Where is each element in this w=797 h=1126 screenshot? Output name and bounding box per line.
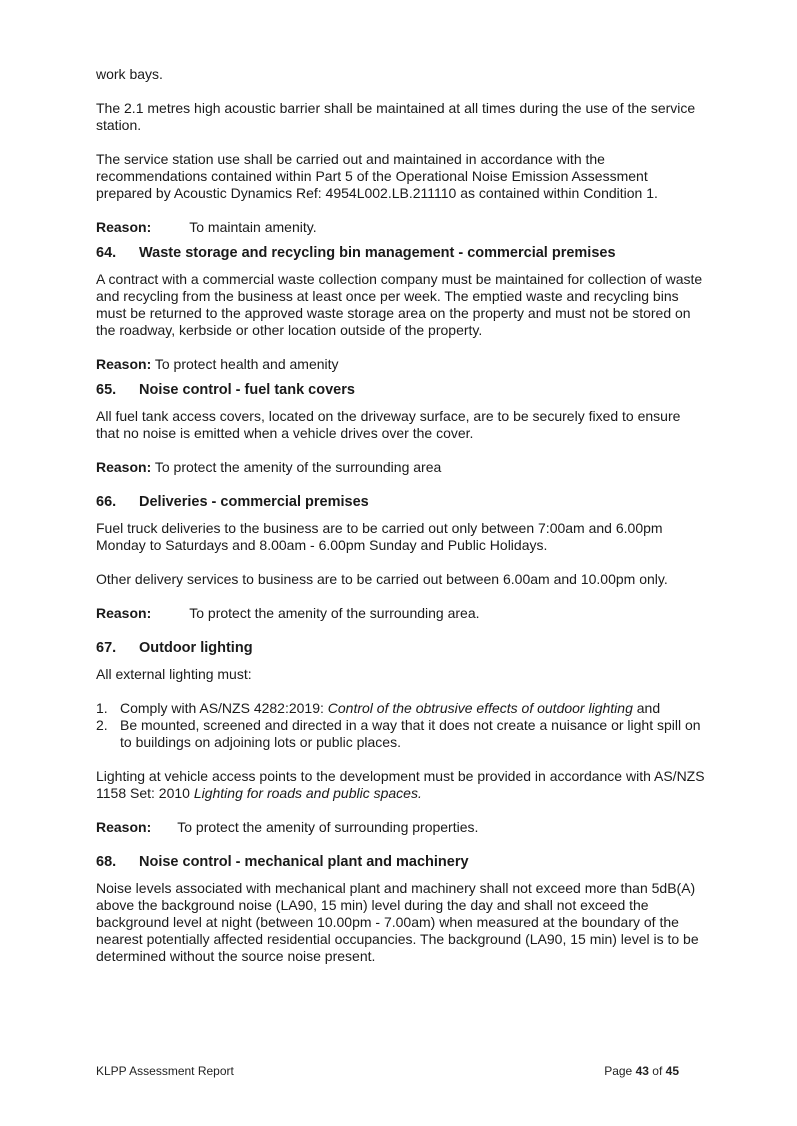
document-body xyxy=(96,66,706,982)
requirements-list xyxy=(96,700,706,751)
footer-report-title: KLPP Assessment Report xyxy=(96,1064,234,1078)
paragraph: All external lighting must: xyxy=(96,666,252,682)
paragraph: Other delivery services to business are to be carried out between 6.00am and 10.00pm only. xyxy=(96,571,668,587)
reason-line xyxy=(96,459,706,476)
reason-line xyxy=(96,219,706,236)
list-item-text: and xyxy=(632,700,661,716)
page-number: 43 xyxy=(635,1064,649,1078)
section-title: Noise control - fuel tank covers xyxy=(139,382,355,398)
section-title: Waste storage and recycling bin management - commercial premises xyxy=(139,245,616,261)
reason-label: Reason: xyxy=(96,605,152,621)
paragraph: All fuel tank access covers, located on the driveway surface, are to be securely fixed to ensure that no noise is emitted when a vehicle drives over the cover. xyxy=(96,408,681,441)
list-item-text: Be mounted, screened and directed in a way that it does not create a nuisance or light spill on to buildings on adjoining lots or public places. xyxy=(120,717,701,750)
page-counter xyxy=(604,1063,679,1080)
paragraph: work bays. xyxy=(96,66,163,82)
section-number: 64. xyxy=(96,245,117,261)
paragraph: A contract with a commercial waste collection company must be maintained for collection of waste and recycling from the business at least once per week. The emptied waste and recycling bins must be returned to the approved waste storage area on the property and must not be stored on the roadway, kerbside or other location outside of the property. xyxy=(96,271,703,338)
reason-text: To protect the amenity of surrounding properties. xyxy=(177,819,479,835)
page-total: 45 xyxy=(665,1064,679,1078)
reason-text: To protect the amenity of the surrounding area xyxy=(154,459,442,475)
page-label: Page xyxy=(604,1064,633,1078)
reason-text: To protect the amenity of the surrounding area. xyxy=(189,605,480,621)
paragraph-text: Lighting at vehicle access points to the development must be provided in accordance with AS/NZS 1158 Set: 2010 xyxy=(96,768,705,801)
paragraph: Noise levels associated with mechanical plant and machinery shall not exceed more than 5dB(A) above the background noise (LA90, 15 min) level during the day and shall not exceed the background level at night (between 10.00pm - 7.00am) when measured at the boundary of the nearest potentially affected residential occupancies. The background (LA90, 15 min) level is to be determined without the source noise present. xyxy=(96,880,699,964)
paragraph: Fuel truck deliveries to the business are to be carried out only between 7:00am and 6.00pm Monday to Saturdays and 8.00am - 6.00pm Sunday and Public Holidays. xyxy=(96,520,663,553)
standard-title: Lighting for roads and public spaces. xyxy=(193,785,422,801)
section-heading-65 xyxy=(96,382,706,399)
reason-label: Reason: xyxy=(96,356,152,372)
section-heading-64 xyxy=(96,245,706,262)
list-item xyxy=(96,717,706,751)
section-number: 65. xyxy=(96,382,117,398)
reason-line xyxy=(96,356,706,373)
reason-line xyxy=(96,605,706,622)
section-title: Outdoor lighting xyxy=(139,640,253,656)
reason-text: To maintain amenity. xyxy=(189,219,317,235)
page-footer xyxy=(96,1063,679,1080)
section-heading-66 xyxy=(96,494,706,511)
section-heading-68 xyxy=(96,854,706,871)
list-number: 1. xyxy=(96,700,108,716)
section-title: Deliveries - commercial premises xyxy=(139,494,369,510)
section-title: Noise control - mechanical plant and machinery xyxy=(139,854,469,870)
reason-label: Reason: xyxy=(96,219,152,235)
paragraph xyxy=(96,768,706,802)
of-label: of xyxy=(652,1064,663,1078)
reason-text: To protect health and amenity xyxy=(154,356,339,372)
reason-line xyxy=(96,819,706,836)
paragraph: The service station use shall be carried out and maintained in accordance with the recommendations contained within Part 5 of the Operational Noise Emission Assessment prepared by Acoustic Dynamics Ref: 4954L002.LB.211110 as contained within Condition 1. xyxy=(96,151,658,201)
reason-label: Reason: xyxy=(96,459,152,475)
section-number: 66. xyxy=(96,494,117,510)
list-item-text: Comply with AS/NZS 4282:2019: xyxy=(120,700,328,716)
section-number: 67. xyxy=(96,640,117,656)
list-number: 2. xyxy=(96,717,108,733)
paragraph: The 2.1 metres high acoustic barrier shall be maintained at all times during the use of the service station. xyxy=(96,100,696,133)
list-item xyxy=(96,700,706,717)
section-heading-67 xyxy=(96,640,706,657)
reason-label: Reason: xyxy=(96,819,152,835)
standard-title: Control of the obtrusive effects of outdoor lighting xyxy=(327,700,633,716)
section-number: 68. xyxy=(96,854,117,870)
